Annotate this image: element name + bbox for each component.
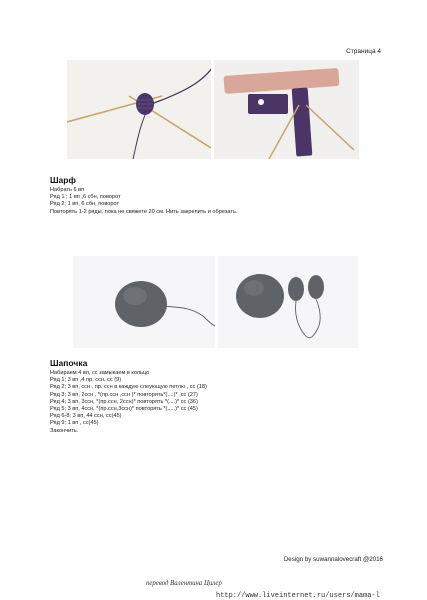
hat-line: Ряд 2; 3 вп, ссн , пр. ссн в каждую слеующую петлю , сс (18) (50, 384, 207, 391)
hat-line: Ряд 6-8; 3 вп, 44 ссн, сс(45) (50, 413, 122, 420)
scarf-section (50, 175, 237, 216)
hat-line: Закончить. (50, 427, 79, 434)
scarf-line: Ряд 1 ; 1 вп ,6 сбн, поворот (50, 194, 121, 201)
scarf-line: Набрать 6 вп (50, 187, 85, 193)
hat-line: Ряд 4; 3 вп, 3ссн, *(пр.ссн, 2ссн)* повторять *(....)* сс (36) (50, 398, 198, 405)
hat-line: Ряд 9; 1 вп , сс(45) (50, 420, 99, 427)
photo-hat-with-ears (218, 256, 358, 348)
photo-hat-crown (73, 256, 215, 348)
hat-line: Ряд 3; 3 вп, 2ссн , *(пр.ссн ,ссн )* повторять*(....)* ,сс (27) (50, 391, 198, 398)
photo-scarf-on-needles (67, 60, 211, 159)
design-credit: Design by suwannalovecraft @2016 (283, 556, 383, 563)
hat-title: Шапочка (50, 358, 88, 368)
page-number: Страница 4 (346, 48, 381, 55)
hat-line: Ряд 5; 3 вп, 4ссн, *(пр.ссн,3ссн)* повторять *(.....)* сс (45) (50, 406, 198, 413)
translator-credit: перевод Валентина Цилер (146, 580, 222, 587)
scarf-title: Шарф (50, 175, 76, 185)
hat-line: Ряд 1; 3 вп ,4 пр. ссн, сс (9) (50, 377, 122, 384)
hat-section (50, 358, 207, 435)
source-url: http://www.liveinternet.ru/users/mama-l (216, 592, 380, 600)
hat-line: Набираем 4 вп, сс замыкаем в кольцо (50, 370, 150, 376)
scarf-line: Повторять 1-2 ряды, пока не свяжете 20 см. Нить закрепить и обрезать. (50, 208, 238, 215)
scarf-line: Ряд 2; 1 вп, 6 сбн, поворот (50, 201, 120, 208)
photo-finished-scarves (214, 60, 359, 159)
